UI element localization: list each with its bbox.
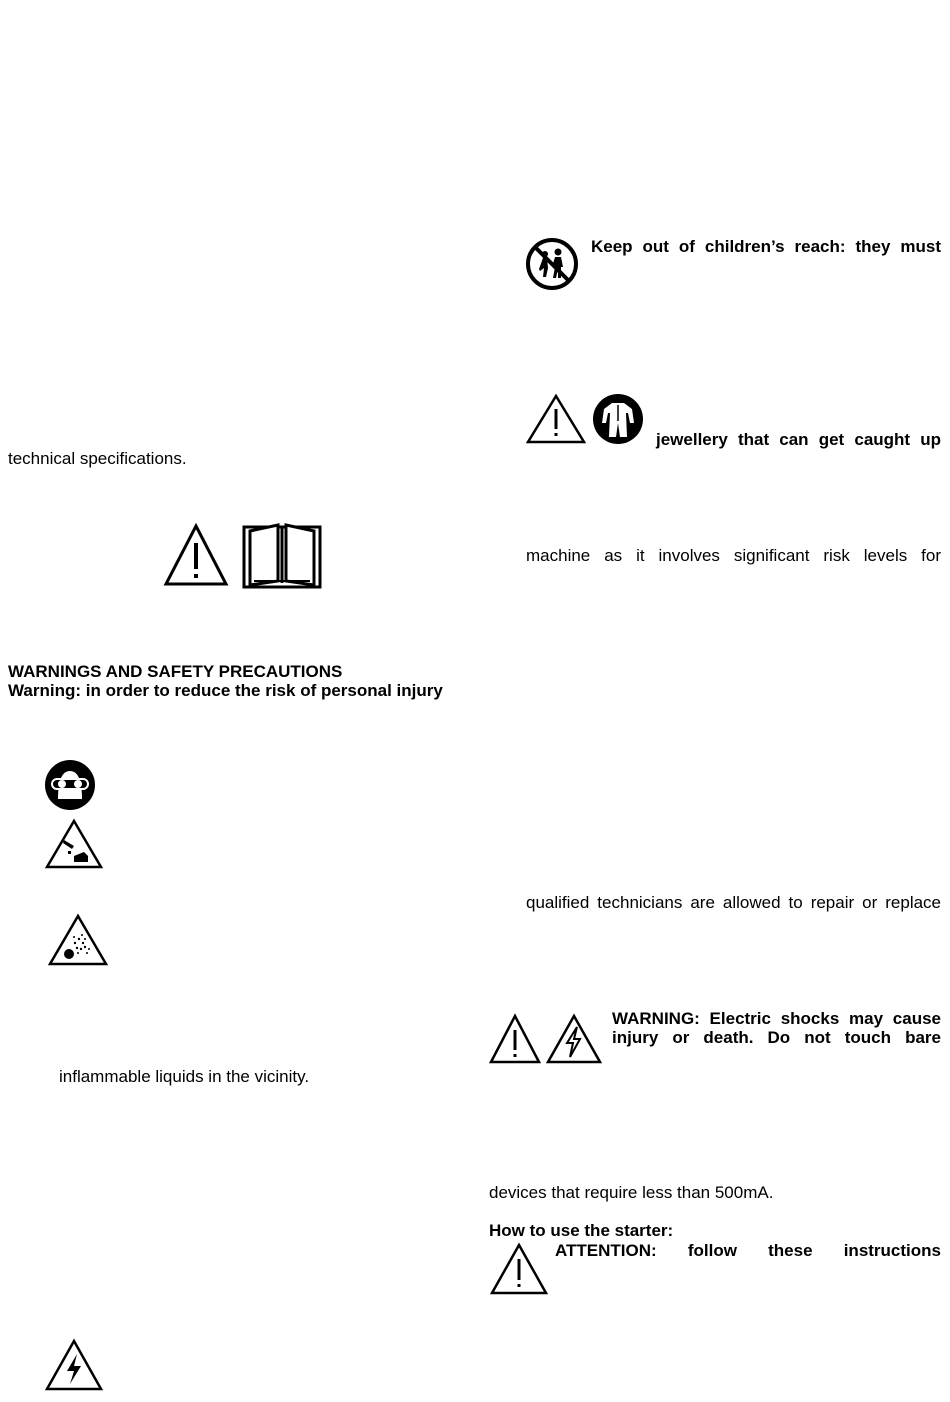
warning-triangle-icon — [163, 523, 229, 587]
machine-text: machine as it involves significant risk levels for — [526, 546, 941, 565]
inflammable-text: inflammable liquids in the vicinity. — [59, 1067, 310, 1086]
warning-triangle-icon — [525, 393, 587, 445]
protective-clothing-icon — [592, 393, 644, 445]
qualified-text: qualified technicians are allowed to repair or replace — [526, 893, 941, 912]
no-children-icon — [525, 237, 579, 291]
safety-goggles-icon — [44, 759, 96, 811]
shock-line-1: WARNING: Electric shocks may cause — [612, 1009, 941, 1028]
jewellery-text: jewellery that can get caught up — [656, 430, 941, 449]
electric-hazard-icon — [545, 1013, 603, 1065]
explosion-hazard-icon — [47, 913, 109, 967]
attention-text: ATTENTION: follow these instructions — [555, 1241, 941, 1260]
electric-hazard-icon — [44, 1338, 104, 1392]
devices-text: devices that require less than 500mA. — [489, 1183, 774, 1202]
manual-book-icon — [242, 523, 322, 589]
corrosive-hazard-icon — [44, 818, 104, 870]
warning-triangle-icon — [489, 1242, 549, 1296]
tech-spec-text: technical specifications. — [8, 449, 187, 468]
section-title: WARNINGS AND SAFETY PRECAUTIONS — [8, 662, 343, 681]
warning-line: Warning: in order to reduce the risk of personal injury — [8, 681, 443, 700]
how-to-heading: How to use the starter: — [489, 1221, 674, 1240]
warning-triangle-icon — [489, 1013, 541, 1065]
children-text: Keep out of children’s reach: they must — [591, 237, 941, 256]
shock-line-2: injury or death. Do not touch bare — [612, 1028, 941, 1047]
